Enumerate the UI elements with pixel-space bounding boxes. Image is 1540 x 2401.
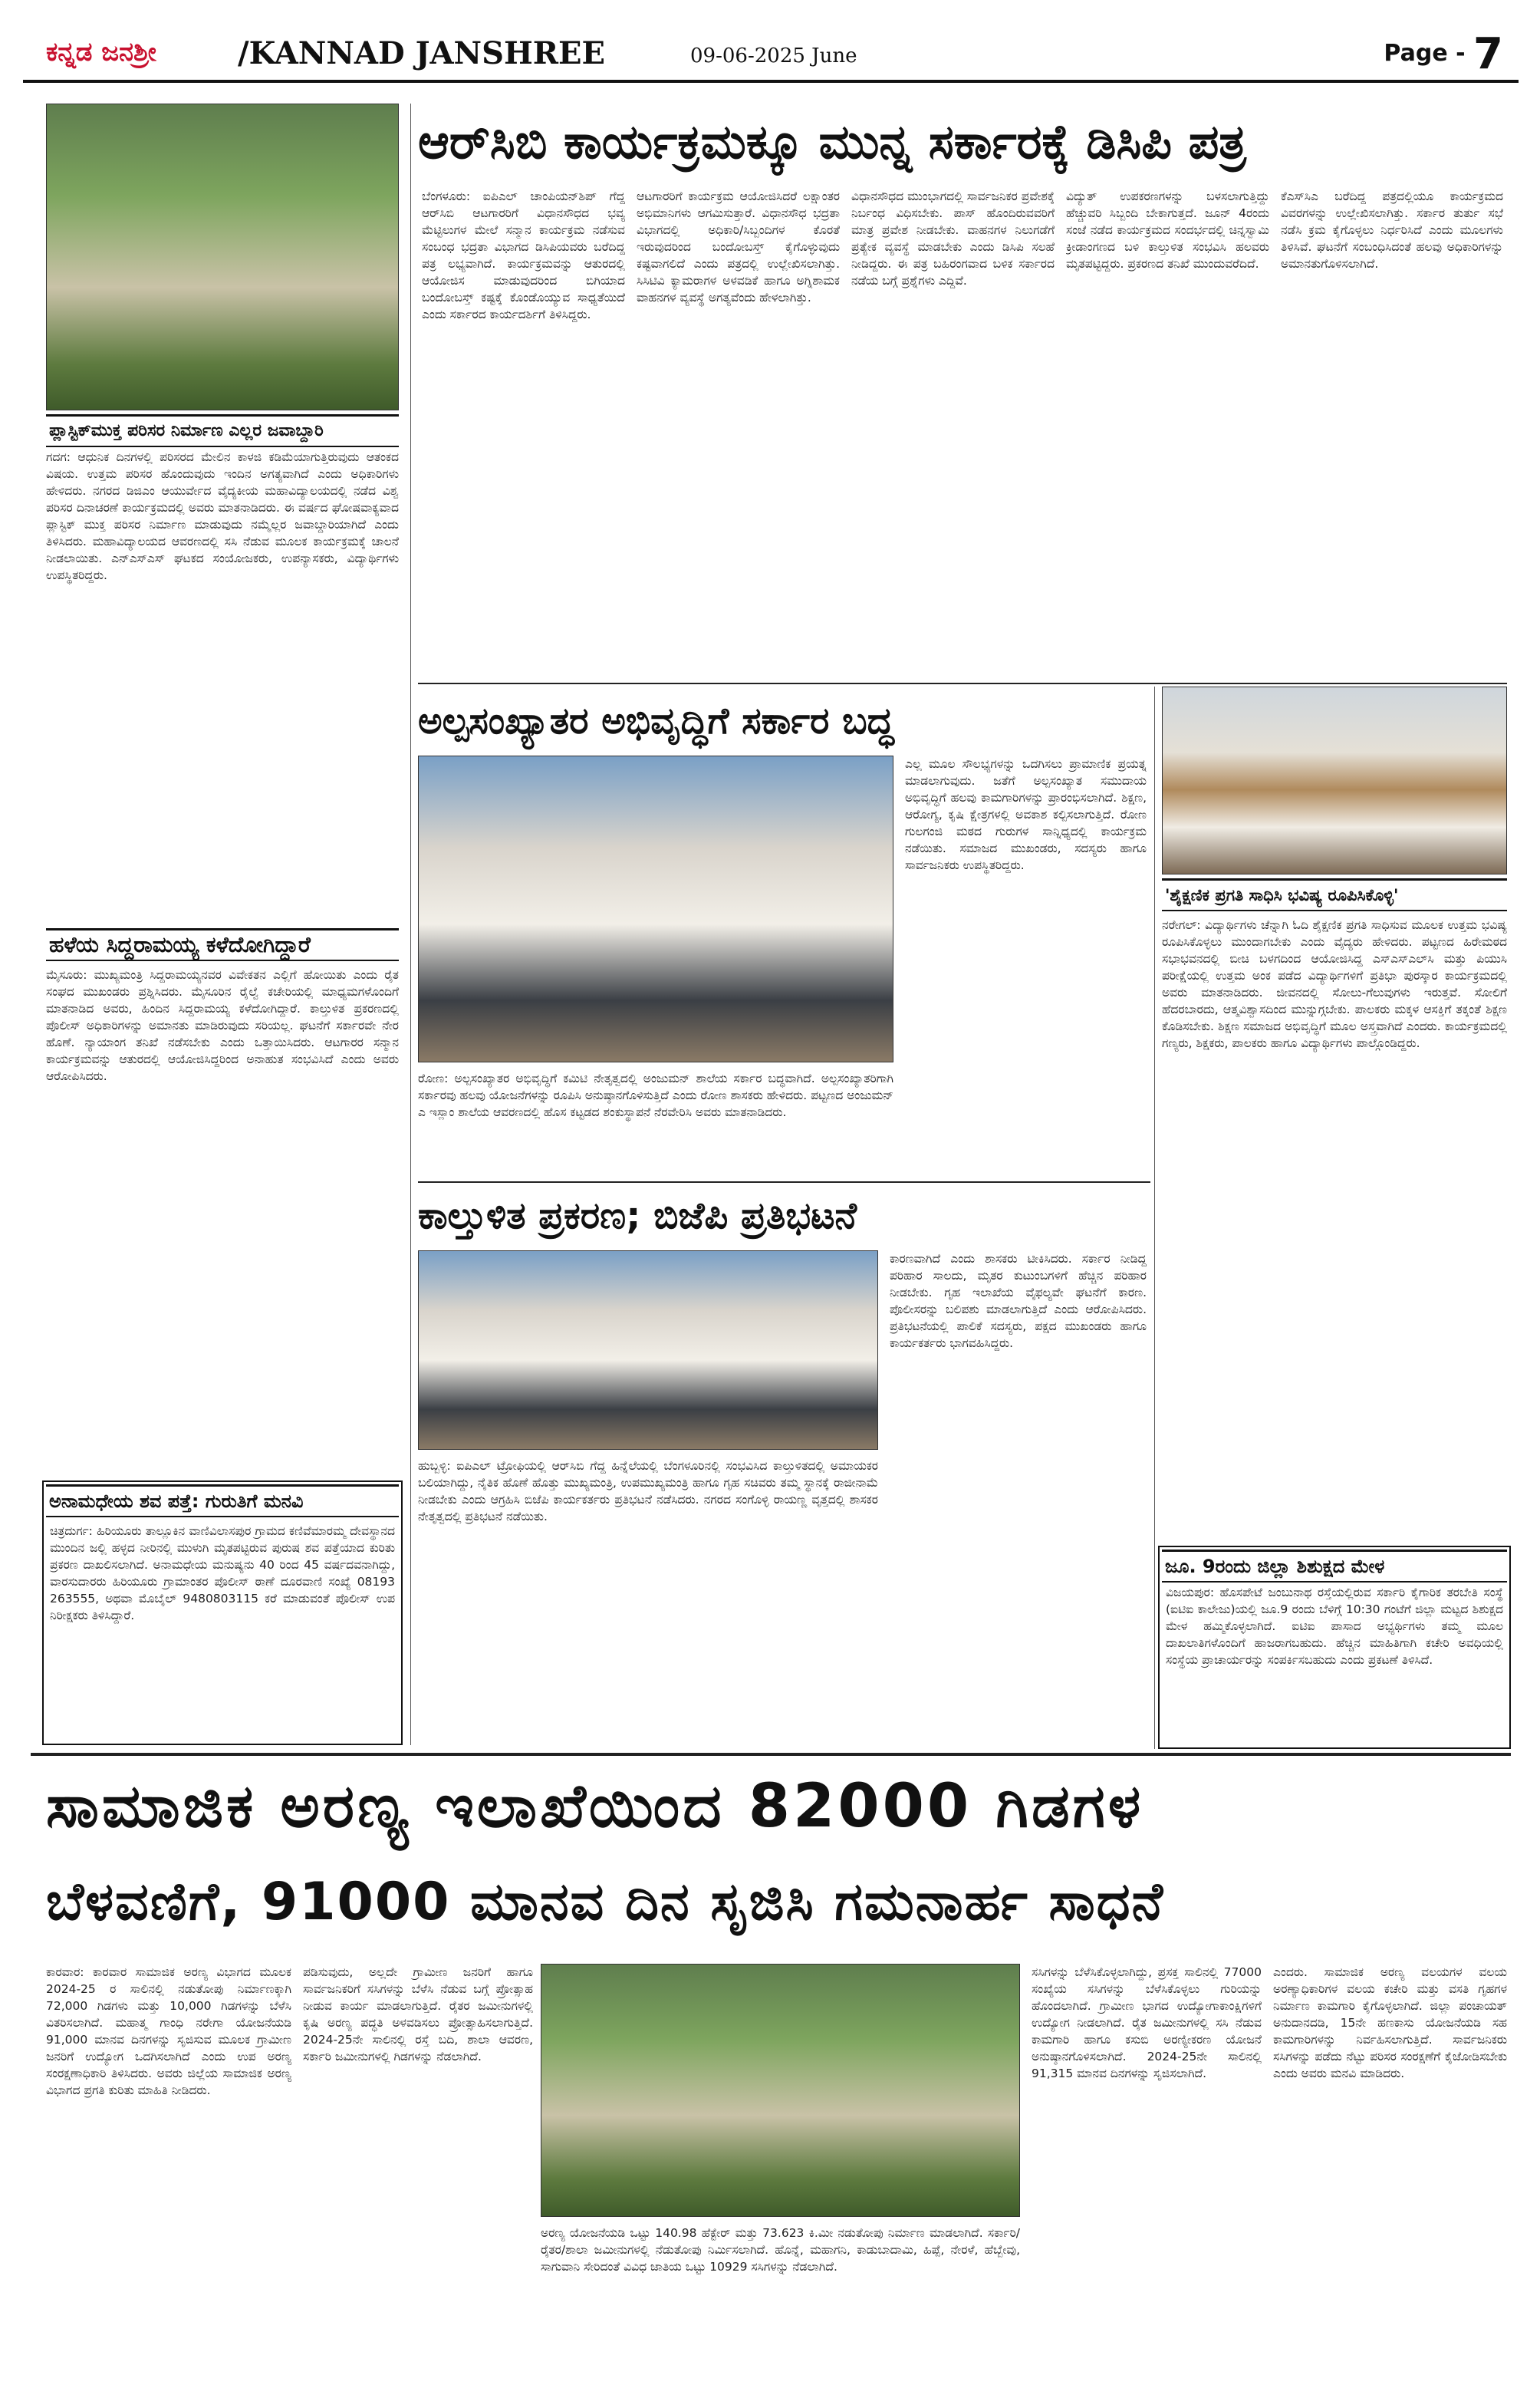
plastic-story-headline: ಪ್ಲಾಸ್ಟಿಕ್‌ಮುಕ್ತ ಪರಿಸರ ನಿರ್ಮಾಣ ಎಲ್ಲರ ಜವಾಬ್ದಾರಿ: [46, 414, 399, 447]
top-story-col-1: ಬೆಂಗಳೂರು: ಐಪಿಎಲ್ ಚಾಂಪಿಯನ್‌ಶಿಪ್ ಗೆದ್ದ ಆರ್‌ಸಿಬಿ ಆಟಗಾರರಿಗೆ ವಿಧಾನಸೌಧದ ಭವ್ಯ ಮೆಟ್ಟಿಲುಗಳ ಮೇಲೆ ಸನ್ಮಾನ ಕಾರ್ಯಕ್ರಮ ನಡೆಸುವ ಸಂಬಂಧ ಭದ್ರತಾ ವಿಭಾಗದ ಡಿಸಿಪಿಯವರು ಬರೆದಿದ್ದ ಪತ್ರ ಲಭ್ಯವಾಗಿದೆ. ಕಾರ್ಯಕ್ರಮವನ್ನು ಆತುರದಲ್ಲಿ ಆಯೋಜಿಸ ಮಾಡುವುದರಿಂದ ಬಿಗಿಯಾದ ಬಂದೋಬಸ್ತ್ ಕಷ್ಟಕ್ಕೆ ಕೊಂಡೊಯ್ಯುವ ಸಾಧ್ಯತೆಯಿದೆ ಎಂದು ಸರ್ಕಾರದ ಕಾರ್ಯದರ್ಶಿಗೆ ತಿಳಿಸಿದ್ದರು.: [422, 189, 625, 321]
top-story-bottom-rule: [418, 683, 1507, 684]
job-fair-body: ವಿಜಯಪುರ: ಹೊಸಪೇಟೆ ಜಂಬುನಾಥ ರಸ್ತೆಯಲ್ಲಿರುವ ಸರ್ಕಾರಿ ಕೈಗಾರಿಕ ತರಬೇತಿ ಸಂಸ್ಥೆ (ಐಟಿಐ ಕಾಲೇಜು)ಯಲ್ಲಿ ಜೂ.9 ರಂದು ಬೆಳಿಗ್ಗೆ 10:30 ಗಂಟೆಗೆ ಜಿಲ್ಲಾ ಮಟ್ಟದ ಶಿಶುಕ್ಷದ ಮೇಳ ಹಮ್ಮಿಕೊಳ್ಳಲಾಗಿದೆ. ಐಟಿಐ ಪಾಸಾದ ಅಭ್ಯರ್ಥಿಗಳು ತಮ್ಮ ಮೂಲ ದಾಖಲಾತಿಗಳೊಂದಿಗೆ ಹಾಜರಾಗಬಹುದು. ಹೆಚ್ಚಿನ ಮಾಹಿತಿಗಾಗಿ ಕಚೇರಿ ಅವಧಿಯಲ್ಲಿ ಸಂಸ್ಥೆಯ ಪ್ರಾಚಾರ್ಯರನ್ನು ಸಂಪರ್ಕಿಸಬಹುದು ಎಂದು ಪ್ರಕಟಣೆ ತಿಳಿಸಿದೆ.: [1166, 1586, 1503, 1667]
forest-col-1: ಕಾರವಾರ: ಕಾರವಾರ ಸಾಮಾಜಿಕ ಅರಣ್ಯ ವಿಭಾಗದ ಮೂಲಕ 2024-25 ರ ಸಾಲಿನಲ್ಲಿ ನಡುತೋಪು ನಿರ್ಮಾಣಕ್ಕಾಗಿ 72,000 ಗಿಡಗಳು ಮತ್ತು 10,000 ಗಿಡಗಳನ್ನು ಬೆಳೆಸಿ ವಿತರಿಸಲಾಗಿದೆ. ಮಹಾತ್ಮ ಗಾಂಧಿ ನರೇಗಾ ಯೋಜನೆಯಡಿ 91,000 ಮಾನವ ದಿನಗಳನ್ನು ಸೃಜಿಸುವ ಮೂಲಕ ಗ್ರಾಮೀಣ ಜನರಿಗೆ ಉದ್ಯೋಗ ಒದಗಿಸಲಾಗಿದೆ ಎಂದು ಉಪ ಅರಣ್ಯ ಸಂರಕ್ಷಣಾಧಿಕಾರಿ ತಿಳಿಸಿದರು. ಅವರು ಜಿಲ್ಲೆಯ ಸಾಮಾಜಿಕ ಅರಣ್ಯ ವಿಭಾಗದ ಪ್ರಗತಿ ಕುರಿತು ಮಾಹಿತಿ ನೀಡಿದರು.: [46, 1965, 291, 2097]
top-story-col-4: ವಿದ್ಯುತ್ ಉಪಕರಣಗಳನ್ನು ಬಳಸಲಾಗುತ್ತಿದ್ದು ಹೆಚ್ಚುವರಿ ಸಿಬ್ಬಂದಿ ಬೇಕಾಗುತ್ತದೆ. ಜೂನ್ 4ರಂದು ಸಂಜೆ ನಡೆದ ಕಾರ್ಯಕ್ರಮದ ಸಂದರ್ಭದಲ್ಲಿ ಚಿನ್ನಸ್ವಾಮಿ ಕ್ರೀಡಾಂಗಣದ ಬಳಿ ಕಾಲ್ತುಳಿತ ಸಂಭವಿಸಿ ಹಲವರು ಮೃತಪಟ್ಟಿದ್ದರು. ಪ್ರಕರಣದ ತನಿಖೆ ಮುಂದುವರೆದಿದೆ.: [1066, 189, 1269, 271]
top-story-col-3: ವಿಧಾನಸೌಧದ ಮುಂಭಾಗದಲ್ಲಿ ಸಾರ್ವಜನಿಕರ ಪ್ರವೇಶಕ್ಕೆ ನಿರ್ಬಂಧ ವಿಧಿಸಬೇಕು. ಪಾಸ್ ಹೊಂದಿರುವವರಿಗೆ ಮಾತ್ರ ಪ್ರವೇಶ ನೀಡಬೇಕು. ವಾಹನಗಳ ನಿಲುಗಡೆಗೆ ಪ್ರತ್ಯೇಕ ವ್ಯವಸ್ಥೆ ಮಾಡಬೇಕು ಎಂದು ಡಿಸಿಪಿ ಸಲಹೆ ನೀಡಿದ್ದರು. ಈ ಪತ್ರ ಬಹಿರಂಗವಾದ ಬಳಿಕ ಸರ್ಕಾರದ ನಡೆಯ ಬಗ್ಗೆ ಪ್ರಶ್ನೆಗಳು ಎದ್ದಿವೆ.: [851, 189, 1055, 288]
column-rule-right: [1154, 687, 1155, 1749]
page-number: 7: [1473, 29, 1503, 79]
masthead-kannada-name: ಕನ್ನಡ ಜನಶ್ರೀ: [46, 37, 156, 68]
forest-col-4: ಸಸಿಗಳನ್ನು ಬೆಳೆಸಿಕೊಳ್ಳಲಾಗಿದ್ದು, ಪ್ರಸಕ್ತ ಸಾಲಿನಲ್ಲಿ 77000 ಸಂಖ್ಯೆಯ ಸಸಿಗಳನ್ನು ಬೆಳೆಸಿಕೊಳ್ಳಲು ಗುರಿಯನ್ನು ಹೊಂದಲಾಗಿದೆ. ಗ್ರಾಮೀಣ ಭಾಗದ ಉದ್ಯೋಗಾಕಾಂಕ್ಷಿಗಳಿಗೆ ಉದ್ಯೋಗ ನೀಡಲಾಗಿದೆ. ರೈತ ಜಮೀನುಗಳಲ್ಲಿ ಸಸಿ ನೆಡುವ ಕಾಮಗಾರಿ ಹಾಗೂ ಕಸುಬಿ ಅರಣ್ಯೀಕರಣ ಯೋಜನೆ ಅನುಷ್ಠಾನಗೊಳಿಸಲಾಗಿದೆ. 2024-25ನೇ ಸಾಲಿನಲ್ಲಿ 91,315 ಮಾನವ ದಿನಗಳನ್ನು ಸೃಜಿಸಲಾಗಿದೆ.: [1032, 1965, 1262, 2080]
student-story-body: ನರೇಗಲ್: ವಿದ್ಯಾರ್ಥಿಗಳು ಚೆನ್ನಾಗಿ ಓದಿ ಶೈಕ್ಷಣಿಕ ಪ್ರಗತಿ ಸಾಧಿಸುವ ಮೂಲಕ ಉತ್ತಮ ಭವಿಷ್ಯ ರೂಪಿಸಿಕೊಳ್ಳಲು ಮುಂದಾಗಬೇಕು ಎಂದು ವೈದ್ಯರು ಹೇಳಿದರು. ಪಟ್ಟಣದ ಹಿರೇಮಠದ ಸಭಾಭವನದಲ್ಲಿ ಬೀಚಿ ಬಳಗದಿಂದ ಆಯೋಜಿಸಿದ್ದ ಎಸ್‌ಎಸ್‌ಎಲ್‌ಸಿ ಮತ್ತು ಪಿಯುಸಿ ಪರೀಕ್ಷೆಯಲ್ಲಿ ಉತ್ತಮ ಅಂಕ ಪಡೆದ ವಿದ್ಯಾರ್ಥಿಗಳಿಗೆ ಪ್ರತಿಭಾ ಪುರಸ್ಕಾರ ಕಾರ್ಯಕ್ರಮದಲ್ಲಿ ಅವರು ಮಾತನಾಡಿದರು. ಜೀವನದಲ್ಲಿ ಸೋಲು-ಗೆಲುವುಗಳು ಇರುತ್ತವೆ. ಸೋಲಿಗೆ ಹೆದರಬಾರದು, ಆತ್ಮವಿಶ್ವಾಸದಿಂದ ಮುನ್ನುಗ್ಗಬೇಕು. ಪಾಲಕರು ಮಕ್ಕಳ ಆಸಕ್ತಿಗೆ ತಕ್ಕಂತೆ ಶಿಕ್ಷಣ ಕೊಡಿಸಬೇಕು. ಶಿಕ್ಷಣ ಸಮಾಜದ ಅಭಿವೃದ್ಧಿಗೆ ಮೂಲ ಅಸ್ತ್ರವಾಗಿದೆ ಎಂದರು. ಕಾರ್ಯಕ್ರಮದಲ್ಲಿ ಗಣ್ಯರು, ಶಿಕ್ಷಕರು, ಪಾಲಕರು ಹಾಗೂ ವಿದ್ಯಾರ್ಥಿಗಳು ಪಾಲ್ಗೊಂಡಿದ್ದರು.: [1162, 918, 1507, 1050]
plastic-story-body: ಗದಗ: ಆಧುನಿಕ ದಿನಗಳಲ್ಲಿ ಪರಿಸರದ ಮೇಲಿನ ಕಾಳಜಿ ಕಡಿಮೆಯಾಗುತ್ತಿರುವುದು ಆತಂಕದ ವಿಷಯ. ಉತ್ತಮ ಪರಿಸರ ಹೊಂದುವುದು ಇಂದಿನ ಅಗತ್ಯವಾಗಿದೆ ಎಂದು ಅಧಿಕಾರಿಗಳು ಹೇಳಿದರು. ನಗರದ ಡಿಜಿಎಂ ಆಯುರ್ವೇದ ವೈದ್ಯಕೀಯ ಮಹಾವಿದ್ಯಾಲಯದಲ್ಲಿ ನಡೆದ ವಿಶ್ವ ಪರಿಸರ ದಿನಾಚರಣೆ ಕಾರ್ಯಕ್ರಮದಲ್ಲಿ ಅವರು ಮಾತನಾಡಿದರು. ಈ ವರ್ಷದ ಘೋಷವಾಕ್ಯವಾದ ಪ್ಲಾಸ್ಟಿಕ್ ಮುಕ್ತ ಪರಿಸರ ನಿರ್ಮಾಣ ಮಾಡುವುದು ನಮ್ಮೆಲ್ಲರ ಜವಾಬ್ದಾರಿಯಾಗಿದೆ ಎಂದು ತಿಳಿಸಿದರು. ಮಹಾವಿದ್ಯಾಲಯದ ಆವರಣದಲ್ಲಿ ಸಸಿ ನೆಡುವ ಮೂಲಕ ಕಾರ್ಯಕ್ರಮಕ್ಕೆ ಚಾಲನೆ ನೀಡಲಾಯಿತು. ಎನ್‌ಎಸ್‌ಎಸ್ ಘಟಕದ ಸಂಯೋಜಕರು, ಉಪನ್ಯಾಸಕರು, ವಿದ್ಯಾರ್ಥಿಗಳು ಉಪಸ್ಥಿತರಿದ್ದರು.: [46, 450, 399, 582]
plastic-story-photo: [46, 104, 399, 410]
siddaramaiah-story-body: ಮೈಸೂರು: ಮುಖ್ಯಮಂತ್ರಿ ಸಿದ್ದರಾಮಯ್ಯನವರ ವಿವೇಕತನ ಎಲ್ಲಿಗೆ ಹೋಯಿತು ಎಂದು ರೈತ ಸಂಘದ ಮುಖಂಡರು ಪ್ರಶ್ನಿಸಿದರು. ಮೈಸೂರಿನ ರೈಲ್ವೆ ಕಚೇರಿಯಲ್ಲಿ ಮಾಧ್ಯಮಗಳೊಂದಿಗೆ ಮಾತನಾಡಿದ ಅವರು, ಹಿಂದಿನ ಸಿದ್ದರಾಮಯ್ಯ ಕಳೆದೋಗಿದ್ದಾರೆ. ಕಾಲ್ತುಳಿತ ಪ್ರಕರಣದಲ್ಲಿ ಪೊಲೀಸ್ ಅಧಿಕಾರಿಗಳನ್ನು ಅಮಾನತು ಮಾಡಿರುವುದು ಸರಿಯಲ್ಲ. ಘಟನೆಗೆ ಸರ್ಕಾರವೇ ನೇರ ಹೊಣೆ. ನ್ಯಾಯಾಂಗ ತನಿಖೆ ನಡೆಸಬೇಕು ಎಂದು ಒತ್ತಾಯಿಸಿದರು. ಆಟಗಾರರ ಸನ್ಮಾನ ಕಾರ್ಯಕ್ರಮವನ್ನು ಆತುರದಲ್ಲಿ ಆಯೋಜಿಸಿದ್ದರಿಂದ ಅನಾಹುತ ಸಂಭವಿಸಿದೆ ಎಂದು ಅವರು ಆರೋಪಿಸಿದರು.: [46, 968, 399, 1083]
stampede-top-rule: [418, 1181, 1150, 1183]
student-story-headline: 'ಶೈಕ್ಷಣಿಕ ಪ್ರಗತಿ ಸಾಧಿಸಿ ಭವಿಷ್ಯ ರೂಪಿಸಿಕೊಳ್ಳಿ': [1162, 878, 1507, 911]
stampede-story-body-1: ಹುಬ್ಬಳ್ಳಿ: ಐಪಿಎಲ್ ಟ್ರೋಫಿಯಲ್ಲಿ ಆರ್‌ಸಿಬಿ ಗೆದ್ದ ಹಿನ್ನೆಲೆಯಲ್ಲಿ ಬೆಂಗಳೂರಿನಲ್ಲಿ ಸಂಭವಿಸಿದ ಕಾಲ್ತುಳಿತದಲ್ಲಿ ಅಮಾಯಕರ ಬಲಿಯಾಗಿದ್ದು, ನೈತಿಕ ಹೊಣೆ ಹೊತ್ತು ಮುಖ್ಯಮಂತ್ರಿ, ಉಪಮುಖ್ಯಮಂತ್ರಿ ಹಾಗೂ ಗೃಹ ಸಚಿವರು ತಮ್ಮ ಸ್ಥಾನಕ್ಕೆ ರಾಜೀನಾಮೆ ನೀಡಬೇಕು ಎಂದು ಆಗ್ರಹಿಸಿ ಬಿಜೆಪಿ ಕಾರ್ಯಕರ್ತರು ಪ್ರತಿಭಟನೆ ನಡೆಸಿದರು. ನಗರದ ಸಂಗೊಳ್ಳಿ ರಾಯಣ್ಣ ವೃತ್ತದಲ್ಲಿ ಶಾಸಕರ ನೇತೃತ್ವದಲ್ಲಿ ಪ್ರತಿಭಟನೆ ನಡೆಯಿತು.: [418, 1459, 878, 1523]
minority-story-headline: ಅಲ್ಪಸಂಖ್ಯಾತರ ಅಭಿವೃದ್ಧಿಗೆ ಸರ್ಕಾರ ಬದ್ಧ: [418, 700, 894, 743]
siddaramaiah-story-headline: ಹಳೆಯ ಸಿದ್ದರಾಮಯ್ಯ ಕಳೆದೋಗಿದ್ದಾರೆ: [46, 928, 399, 961]
unidentified-body-text: ಚಿತ್ರದುರ್ಗ: ಹಿರಿಯೂರು ತಾಲ್ಲೂಕಿನ ವಾಣಿವಿಲಾಸಪುರ ಗ್ರಾಮದ ಕಣಿವೆಮಾರಮ್ಮ ದೇವಸ್ಥಾನದ ಮುಂದಿನ ಜಲ್ಲಿ ಹಳ್ಳದ ನೀರಿನಲ್ಲಿ ಮುಳುಗಿ ಮೃತಪಟ್ಟಿರುವ ಪುರುಷ ಶವ ಪತ್ತೆಯಾದ ಕುರಿತು ಪ್ರಕರಣ ದಾಖಲಿಸಲಾಗಿದೆ. ಅನಾಮಧೇಯ ಮನುಷ್ಯನು 40 ರಿಂದ 45 ವರ್ಷದವನಾಗಿದ್ದು, ವಾರಸುದಾರರು ಹಿರಿಯೂರು ಗ್ರಾಮಾಂತರ ಪೊಲೀಸ್ ಠಾಣೆ ದೂರವಾಣಿ ಸಂಖ್ಯೆ 08193 263555, ಅಥವಾ ಮೊಬೈಲ್ 9480803115 ಕರೆ ಮಾಡುವಂತೆ ಪೊಲೀಸ್ ಉಪ ನಿರೀಕ್ಷಕರು ತಿಳಿಸಿದ್ದಾರೆ.: [50, 1524, 395, 1622]
top-story-col-2: ಆಟಗಾರರಿಗೆ ಕಾರ್ಯಕ್ರಮ ಆಯೋಜಿಸಿದರೆ ಲಕ್ಷಾಂತರ ಅಭಿಮಾನಿಗಳು ಆಗಮಿಸುತ್ತಾರೆ. ವಿಧಾನಸೌಧ ಭದ್ರತಾ ವಿಭಾಗದಲ್ಲಿ ಅಧಿಕಾರಿ/ಸಿಬ್ಬಂದಿಗಳ ಕೊರತೆ ಇರುವುದರಿಂದ ಬಂದೋಬಸ್ತ್ ಕೈಗೊಳ್ಳುವುದು ಕಷ್ಟವಾಗಲಿದೆ ಎಂದು ಪತ್ರದಲ್ಲಿ ಉಲ್ಲೇಖಿಸಲಾಗಿತ್ತು. ಸಿಸಿಟಿವಿ ಕ್ಯಾಮರಾಗಳ ಅಳವಡಿಕೆ ಹಾಗೂ ಅಗ್ನಿಶಾಮಕ ವಾಹನಗಳ ವ್ಯವಸ್ಥೆ ಅಗತ್ಯವೆಂದು ಹೇಳಲಾಗಿತ್ತು.: [637, 189, 840, 305]
masthead-english-name: /KANNAD JANSHREE: [238, 35, 605, 71]
job-fair-headline: ಜೂ. 9ರಂದು ಜಿಲ್ಲಾ ಶಿಶುಕ್ಷದ ಮೇಳ: [1162, 1550, 1507, 1583]
column-rule-left: [410, 104, 411, 1745]
issue-date: 09-06-2025 June: [690, 44, 857, 68]
masthead: [23, 21, 1519, 83]
page-label: Page -: [1384, 40, 1466, 67]
forest-col-5: ಎಂದರು. ಸಾಮಾಜಿಕ ಅರಣ್ಯ ವಲಯಗಳ ವಲಯ ಅರಣ್ಯಾಧಿಕಾರಿಗಳ ವಲಯ ಕಚೇರಿ ಮತ್ತು ವಸತಿ ಗೃಹಗಳ ನಿರ್ಮಾಣ ಕಾಮಗಾರಿ ಕೈಗೊಳ್ಳಲಾಗಿದೆ. ಜಿಲ್ಲಾ ಪಂಚಾಯತ್ ಅನುದಾನದಡಿ, 15ನೇ ಹಣಕಾಸು ಯೋಜನೆಯಡಿ ಸಹ ಕಾಮಗಾರಿಗಳನ್ನು ನಿರ್ವಹಿಸಲಾಗುತ್ತಿದೆ. ಸಾರ್ವಜನಿಕರು ಸಸಿಗಳನ್ನು ಪಡೆದು ನೆಟ್ಟು ಪರಿಸರ ಸಂರಕ್ಷಣೆಗೆ ಕೈಜೋಡಿಸಬೇಕು ಎಂದು ಅವರು ಮನವಿ ಮಾಡಿದರು.: [1273, 1965, 1507, 2080]
stampede-story-body-2: ಕಾರಣವಾಗಿದೆ ಎಂದು ಶಾಸಕರು ಟೀಕಿಸಿದರು. ಸರ್ಕಾರ ನೀಡಿದ್ದ ಪರಿಹಾರ ಸಾಲದು, ಮೃತರ ಕುಟುಂಬಗಳಿಗೆ ಹೆಚ್ಚಿನ ಪರಿಹಾರ ನೀಡಬೇಕು. ಗೃಹ ಇಲಾಖೆಯ ವೈಫಲ್ಯವೇ ಘಟನೆಗೆ ಕಾರಣ. ಪೊಲೀಸರನ್ನು ಬಲಿಪಶು ಮಾಡಲಾಗುತ್ತಿದೆ ಎಂದು ಆರೋಪಿಸಿದರು. ಪ್ರತಿಭಟನೆಯಲ್ಲಿ ಪಾಲಿಕೆ ಸದಸ್ಯರು, ಪಕ್ಷದ ಮುಖಂಡರು ಹಾಗೂ ಕಾರ್ಯಕರ್ತರು ಭಾಗವಹಿಸಿದ್ದರು.: [890, 1252, 1147, 1350]
forest-nursery-photo: [541, 1964, 1020, 2217]
forest-col-3: ಅರಣ್ಯ ಯೋಜನೆಯಡಿ ಒಟ್ಟು 140.98 ಹೆಕ್ಟೇರ್ ಮತ್ತು 73.623 ಕಿ.ಮೀ ನಡುತೋಪು ನಿರ್ಮಾಣ ಮಾಡಲಾಗಿದೆ. ಸರ್ಕಾರಿ/ರೈತರ/ಶಾಲಾ ಜಮೀನುಗಳಲ್ಲಿ ನೆಡುತೋಪು ನಿರ್ಮಿಸಲಾಗಿದೆ. ಹೊನ್ನೆ, ಮಹಾಗನಿ, ಕಾಡುಬಾದಾಮಿ, ಹಿಪ್ಪೆ, ನೇರಳೆ, ಹೆಬ್ಬೇವು, ಸಾಗುವಾನಿ ಸೇರಿದಂತೆ ವಿವಿಧ ಜಾತಿಯ ಒಟ್ಟು 10929 ಸಸಿಗಳನ್ನು ನೆಡಲಾಗಿದೆ.: [541, 2226, 1020, 2274]
forest-top-rule: [31, 1753, 1511, 1756]
forest-headline-line-2: ಬೆಳವಣಿಗೆ, 91000 ಮಾನವ ದಿನ ಸೃಜಿಸಿ ಗಮನಾರ್ಹ ಸಾಧನೆ: [46, 1872, 1165, 1932]
top-story-headline: ಆರ್‌ಸಿಬಿ ಕಾರ್ಯಕ್ರಮಕ್ಕೂ ಮುನ್ನ ಸರ್ಕಾರಕ್ಕೆ ಡಿಸಿಪಿ ಪತ್ರ: [418, 114, 1246, 170]
stampede-protest-photo: [418, 1250, 878, 1450]
page-indicator: [1384, 29, 1503, 79]
minority-story-photo: [418, 756, 893, 1062]
stampede-story-headline: ಕಾಲ್ತುಳಿತ ಪ್ರಕರಣ; ಬಿಜೆಪಿ ಪ್ರತಿಭಟನೆ: [418, 1194, 857, 1237]
unidentified-body-headline: ಅನಾಮಧೇಯ ಶವ ಪತ್ತೆ: ಗುರುತಿಗೆ ಮನವಿ: [46, 1484, 399, 1517]
minority-story-body-2: ಎಲ್ಲ ಮೂಲ ಸೌಲಭ್ಯಗಳನ್ನು ಒದಗಿಸಲು ಪ್ರಾಮಾಣಿಕ ಪ್ರಯತ್ನ ಮಾಡಲಾಗುವುದು. ಜತೆಗೆ ಅಲ್ಪಸಂಖ್ಯಾತ ಸಮುದಾಯ ಅಭಿವೃದ್ಧಿಗೆ ಹಲವು ಕಾಮಗಾರಿಗಳನ್ನು ಪ್ರಾರಂಭಿಸಲಾಗಿದೆ. ಶಿಕ್ಷಣ, ಆರೋಗ್ಯ, ಕೃಷಿ ಕ್ಷೇತ್ರಗಳಲ್ಲಿ ಅವಕಾಶ ಕಲ್ಪಿಸಲಾಗುತ್ತಿದೆ. ರೋಣ ಗುಲಗಂಜಿ ಮಠದ ಗುರುಗಳ ಸಾನ್ನಿಧ್ಯದಲ್ಲಿ ಕಾರ್ಯಕ್ರಮ ನಡೆಯಿತು. ಸಮಾಜದ ಮುಖಂಡರು, ಸದಸ್ಯರು ಹಾಗೂ ಸಾರ್ವಜನಿಕರು ಉಪಸ್ಥಿತರಿದ್ದರು.: [905, 757, 1147, 872]
minority-story-body-1: ರೋಣ: ಅಲ್ಪಸಂಖ್ಯಾತರ ಅಭಿವೃದ್ಧಿಗೆ ಕಮಿಟಿ ನೇತೃತ್ವದಲ್ಲಿ ಅಂಜುಮನ್ ಶಾಲೆಯ ಸರ್ಕಾರ ಬದ್ಧವಾಗಿದೆ. ಅಲ್ಪಸಂಖ್ಯಾತರಿಗಾಗಿ ಸರ್ಕಾರವು ಹಲವು ಯೋಜನೆಗಳನ್ನು ರೂಪಿಸಿ ಅನುಷ್ಠಾನಗೊಳಿಸುತ್ತಿದೆ ಎಂದು ರೋಣ ಶಾಸಕರು ಹೇಳಿದರು. ಪಟ್ಟಣದ ಅಂಜುಮನ್ ಎ ಇಸ್ಲಾಂ ಶಾಲೆಯ ಆವರಣದಲ್ಲಿ ಹೊಸ ಕಟ್ಟಡದ ಶಂಕುಸ್ಥಾಪನೆ ನೆರವೇರಿಸಿ ಅವರು ಮಾತನಾಡಿದರು.: [418, 1072, 893, 1119]
top-story-col-5: ಕೆಎಸ್‌ಸಿಎ ಬರೆದಿದ್ದ ಪತ್ರದಲ್ಲಿಯೂ ಕಾರ್ಯಕ್ರಮದ ವಿವರಗಳನ್ನು ಉಲ್ಲೇಖಿಸಲಾಗಿತ್ತು. ಸರ್ಕಾರ ತುರ್ತು ಸಭೆ ನಡೆಸಿ ಕ್ರಮ ಕೈಗೊಳ್ಳಲು ನಿರ್ಧರಿಸಿದೆ ಎಂದು ಮೂಲಗಳು ತಿಳಿಸಿವೆ. ಘಟನೆಗೆ ಸಂಬಂಧಿಸಿದಂತೆ ಹಲವು ಅಧಿಕಾರಿಗಳನ್ನು ಅಮಾನತುಗೊಳಿಸಲಾಗಿದೆ.: [1281, 189, 1503, 271]
student-felicitation-photo: [1162, 687, 1507, 874]
forest-col-2: ಪಡಿಸುವುದು, ಅಲ್ಲದೇ ಗ್ರಾಮೀಣ ಜನರಿಗೆ ಹಾಗೂ ಸಾರ್ವಜನಿಕರಿಗೆ ಸಸಿಗಳನ್ನು ಬೆಳೆಸಿ ನೆಡುವ ಬಗ್ಗೆ ಪ್ರೋತ್ಸಾಹ ನೀಡುವ ಕಾರ್ಯ ಮಾಡಲಾಗುತ್ತಿದೆ. ರೈತರ ಜಮೀನುಗಳಲ್ಲಿ ಕೃಷಿ ಅರಣ್ಯ ಪದ್ಧತಿ ಅಳವಡಿಸಲು ಪ್ರೋತ್ಸಾಹಿಸಲಾಗುತ್ತಿದೆ. 2024-25ನೇ ಸಾಲಿನಲ್ಲಿ ರಸ್ತೆ ಬದಿ, ಶಾಲಾ ಆವರಣ, ಸರ್ಕಾರಿ ಜಮೀನುಗಳಲ್ಲಿ ಗಿಡಗಳನ್ನು ನೆಡಲಾಗಿದೆ.: [303, 1965, 533, 2063]
forest-headline-line-1: ಸಾಮಾಜಿಕ ಅರಣ್ಯ ಇಲಾಖೆಯಿಂದ 82000 ಗಿಡಗಳ: [46, 1772, 1144, 1841]
